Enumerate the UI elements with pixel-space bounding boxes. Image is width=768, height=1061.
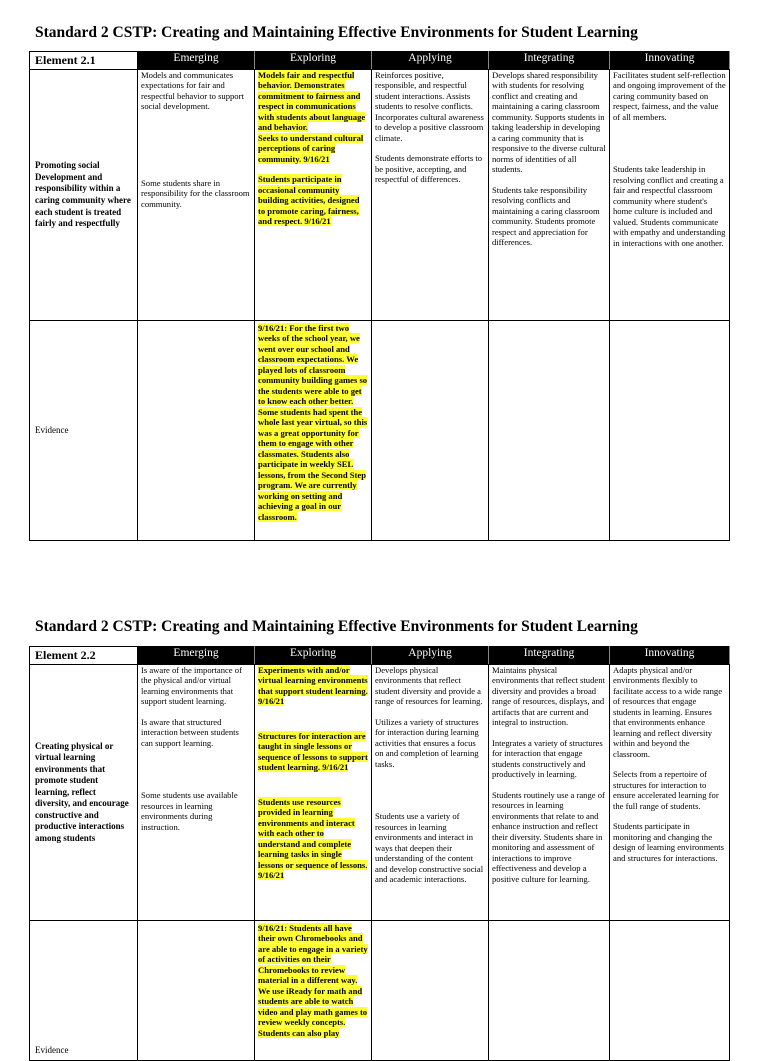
- cell-text: Students participate in monitoring and changing the design of learning environments and structures for interactions.: [613, 821, 724, 863]
- evidence-innovating: [610, 921, 730, 1061]
- cell-emerging: [138, 70, 255, 321]
- page-title-element-2-1: Standard 2 CSTP: Creating and Maintaining Effective Environments for Student Learning: [35, 24, 638, 41]
- highlighted-text: Models fair and respectful behavior. Demonstrates commitment to fairness and respect in communications with students about language and behavior.: [258, 70, 366, 133]
- cell-text: Integrates a variety of structures for interaction that engage students constructively and productively in learning.: [492, 737, 603, 780]
- cell-text: Facilitates student self-reflection and ongoing improvement of the caring community based on respect, fairness, and the value of all members.: [613, 70, 726, 122]
- cell-text: Models and communicates expectations for fair and respectful behavior to support social development.: [141, 70, 244, 112]
- evidence-innovating: [610, 321, 730, 541]
- header-innovating: Innovating: [610, 52, 730, 70]
- header-integrating: Integrating: [489, 647, 610, 665]
- highlighted-text: Structures for interaction are taught in single lessons or sequence of lessons to support student learning. 9/16/21: [258, 730, 368, 773]
- evidence-exploring: [255, 321, 372, 541]
- cell-applying: [372, 70, 489, 321]
- evidence-text: 9/16/21: For the first two weeks of the school year, we went over our school and classroom expectations. We played lots of classroom community building games so the students were able to get to know each other better. Some students had spent the whole last year virtual, so this was a great opportunity for them to engage with other classmates. Students also participate in weekly SEL lessons, from the Second Step program. We are currently working on setting and achieving a goal in our classroom.: [258, 323, 368, 522]
- cell-text: Maintains physical environments that reflect student diversity and provides a broad range of resources, displays, and artifacts that are current and integral to instruction.: [492, 665, 605, 728]
- cell-exploring: [255, 70, 372, 321]
- cell-text: Students take responsibility resolving conflicts and maintaining a caring classroom community. Students promote respect and appreciation for differences.: [492, 184, 600, 248]
- cell-text: Students routinely use a range of resources in learning environments that relate to and enhance instruction and reflect their diversity. Students share in monitoring and assessment of interactions to improve effectiveness and develop a positive culture for learning.: [492, 789, 605, 884]
- evidence-integrating: [489, 921, 610, 1061]
- highlighted-text: Students use resources provided in learning environments and interact with each other to understand and complete learning tasks in single lessons or sequence of lessons. 9/16/21: [258, 796, 368, 881]
- cell-text: Develops shared responsibility with students for resolving conflict and creating and maintaining a caring classroom community. Supports students in taking leadership in developing a caring community that is responsive to the diverse cultural norms of identities of all students.: [492, 70, 606, 175]
- cell-emerging: [138, 665, 255, 921]
- cell-text: Students take leadership in resolving conflict and creating a fair and respectful classroom community where student's home culture is included and valued. Students communicate with empathy and understanding in interactions with one another.: [613, 164, 726, 248]
- rubric-table-element-2-1: [29, 51, 730, 541]
- cell-text: Students use a variety of resources in learning environments and interact in ways that deepen their understanding of the content and develop constructive social and academic interactions.: [375, 811, 484, 885]
- header-exploring: Exploring: [255, 647, 372, 665]
- cell-text: Reinforces positive, responsible, and respectful student interactions. Assists students to resolve conflicts.: [375, 70, 473, 112]
- cell-text: Is aware of the importance of the physical and/or virtual learning environments that support student learning.: [141, 665, 242, 707]
- header-innovating: Innovating: [610, 647, 730, 665]
- header-integrating: Integrating: [489, 52, 610, 70]
- cell-text: Is aware that structured interaction between students can support learning.: [141, 716, 239, 748]
- element-label: Element 2.1: [30, 52, 138, 70]
- row-label: Promoting social Development and responsibility within a caring community where each student is treated fairly and respectfully: [30, 70, 138, 321]
- header-exploring: Exploring: [255, 52, 372, 70]
- cell-exploring: [255, 665, 372, 921]
- cell-integrating: [489, 665, 610, 921]
- header-applying: Applying: [372, 647, 489, 665]
- highlighted-text: Seeks to understand cultural perceptions of caring community. 9/16/21: [258, 132, 364, 164]
- evidence-emerging: [138, 321, 255, 541]
- cell-text: Selects from a repertoire of structures for interaction to ensure accelerated learning for the full range of students.: [613, 769, 719, 811]
- evidence-exploring: [255, 921, 372, 1061]
- header-applying: Applying: [372, 52, 489, 70]
- header-emerging: Emerging: [138, 52, 255, 70]
- cell-text: Utilizes a variety of structures for interaction during learning activities that ensures a focus on and completion of learning tasks.: [375, 716, 479, 769]
- cell-text: Adapts physical and/or environments flexibly to facilitate access to a wide range of resources that engage students in learning. Ensures that environments enhance learning and reflect diversity within and beyond the classroom.: [613, 665, 723, 759]
- evidence-text: 9/16/21: Students all have their own Chromebooks and are able to engage in a variety of activities on their Chromebooks to review material in a different way. We use iReady for math and students are able to watch video and play math games to review weekly concepts. Students can also play: [258, 923, 368, 1038]
- cell-innovating: [610, 665, 730, 921]
- header-emerging: Emerging: [138, 647, 255, 665]
- evidence-label: Evidence: [30, 921, 138, 1061]
- evidence-applying: [372, 321, 489, 541]
- evidence-label: Evidence: [30, 321, 138, 541]
- cell-text: Incorporates cultural awareness to develop a positive classroom climate.: [375, 111, 484, 143]
- cell-text: Some students use available resources in learning environments during instruction.: [141, 790, 238, 832]
- evidence-applying: [372, 921, 489, 1061]
- rubric-table-element-2-2: [29, 646, 730, 1061]
- cell-integrating: [489, 70, 610, 321]
- cell-text: Some students share in responsibility for the classroom community.: [141, 177, 250, 209]
- evidence-emerging: [138, 921, 255, 1061]
- row-label: Creating physical or virtual learning environments that promote student learning, reflect diversity, and encourage constructive and productive interactions among students: [30, 665, 138, 921]
- evidence-integrating: [489, 321, 610, 541]
- highlighted-text: Experiments with and/or virtual learning environments that support student learning. 9/16/21: [258, 665, 368, 707]
- cell-applying: [372, 665, 489, 921]
- page-title-element-2-2: Standard 2 CSTP: Creating and Maintaining Effective Environments for Student Learning: [35, 618, 638, 635]
- cell-text: Develops physical environments that reflect student diversity and provide a range of resources for learning.: [375, 665, 483, 707]
- highlighted-text: Students participate in occasional community building activities, designed to promote caring, fairness, and respect. 9/16/21: [258, 174, 360, 227]
- element-label: Element 2.2: [30, 647, 138, 665]
- cell-text: Students demonstrate efforts to be positive, accepting, and respectful of differences.: [375, 153, 483, 185]
- cell-innovating: [610, 70, 730, 321]
